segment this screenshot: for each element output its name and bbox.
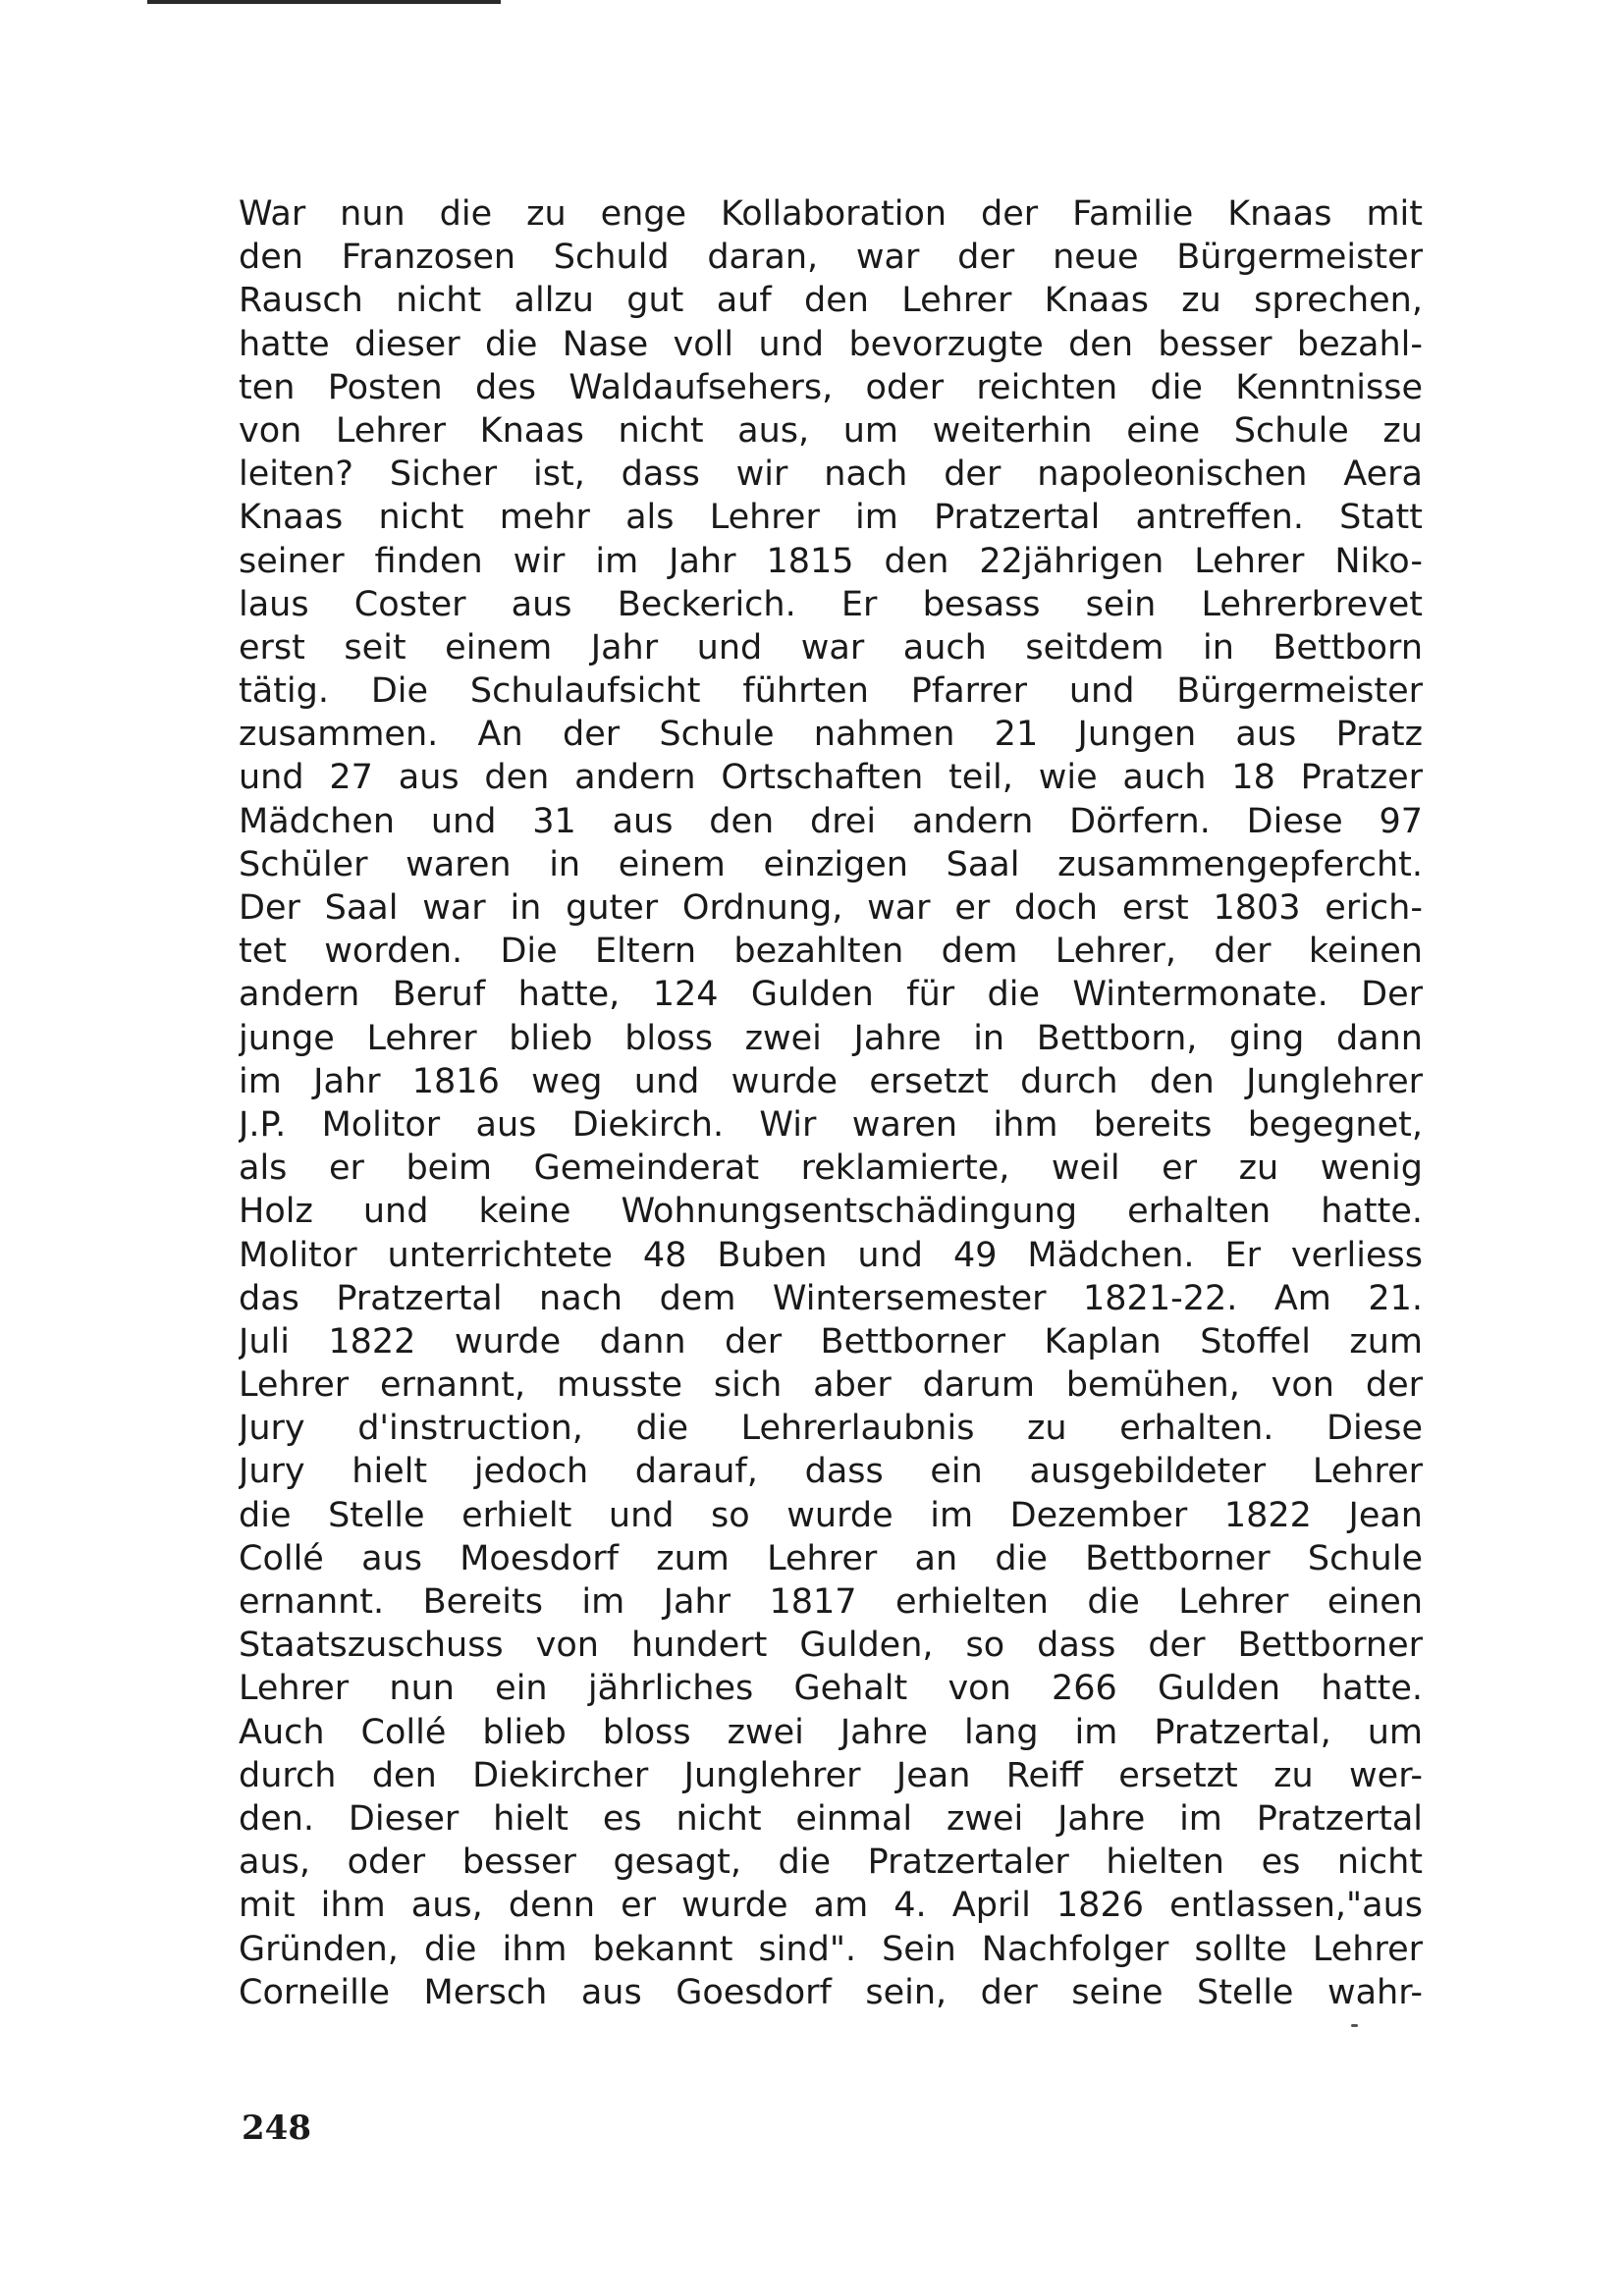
text-line: laus Coster aus Beckerich. Er besass sein Lehrerbrevet bbox=[239, 584, 1423, 624]
text-line: zusammen. An der Schule nahmen 21 Jungen aus Pratz bbox=[239, 715, 1423, 755]
text-line: durch den Diekircher Junglehrer Jean Reiff ersetzt zu wer- bbox=[239, 1755, 1423, 1795]
text-line: ernannt. Bereits im Jahr 1817 erhielten die Lehrer einen bbox=[239, 1582, 1423, 1622]
text-line: von Lehrer Knaas nicht aus, um weiterhin eine Schule zu bbox=[239, 410, 1423, 451]
text-line: und 27 aus den andern Ortschaften teil, wie auch 18 Pratzer bbox=[239, 758, 1423, 798]
text-line: Schüler waren in einem einzigen Saal zusammengepfercht. bbox=[239, 844, 1423, 884]
text-line: Gründen, die ihm bekannt sind". Sein Nachfolger sollte Lehrer bbox=[239, 1929, 1423, 1969]
text-line: Auch Collé blieb bloss zwei Jahre lang im Pratzertal, um bbox=[239, 1712, 1423, 1752]
text-line: hatte dieser die Nase voll und bevorzugte den besser bezahl- bbox=[239, 324, 1423, 364]
text-line: Der Saal war in guter Ordnung, war er doch erst 1803 erich- bbox=[239, 888, 1423, 928]
text-line: den Franzosen Schuld daran, war der neue Bürgermeister bbox=[239, 238, 1423, 278]
scan-speck bbox=[1351, 2024, 1358, 2027]
text-line: erst seit einem Jahr und war auch seitdem in Bettborn bbox=[239, 627, 1423, 667]
text-line: War nun die zu enge Kollaboration der Familie Knaas mit bbox=[239, 194, 1423, 234]
page-number: 248 bbox=[242, 2109, 311, 2148]
text-line: als er beim Gemeinderat reklamierte, weil er zu wenig bbox=[239, 1148, 1423, 1189]
text-line: Jury d'instruction, die Lehrerlaubnis zu erhalten. Diese bbox=[239, 1409, 1423, 1449]
text-line: junge Lehrer blieb bloss zwei Jahre in Bettborn, ging dann bbox=[239, 1018, 1423, 1058]
text-line: Lehrer nun ein jährliches Gehalt von 266 Gulden hatte. bbox=[239, 1669, 1423, 1709]
text-line: Collé aus Moesdorf zum Lehrer an die Bettborner Schule bbox=[239, 1538, 1423, 1578]
text-line: Corneille Mersch aus Goesdorf sein, der seine Stelle wahr- bbox=[239, 1972, 1423, 2012]
top-rule bbox=[147, 0, 501, 4]
body-text bbox=[239, 192, 1423, 2014]
text-line: Rausch nicht allzu gut auf den Lehrer Knaas zu sprechen, bbox=[239, 281, 1423, 321]
text-line: tet worden. Die Eltern bezahlten dem Lehrer, der keinen bbox=[239, 932, 1423, 972]
text-line: Lehrer ernannt, musste sich aber darum bemühen, von der bbox=[239, 1365, 1423, 1406]
text-line: tätig. Die Schulaufsicht führten Pfarrer und Bürgermeister bbox=[239, 671, 1423, 712]
text-line: im Jahr 1816 weg und wurde ersetzt durch den Junglehrer bbox=[239, 1061, 1423, 1101]
text-line: das Pratzertal nach dem Wintersemester 1821-22. Am 21. bbox=[239, 1278, 1423, 1318]
text-line: Staatszuschuss von hundert Gulden, so dass der Bettborner bbox=[239, 1626, 1423, 1666]
text-line: Knaas nicht mehr als Lehrer im Pratzertal antreffen. Statt bbox=[239, 498, 1423, 538]
text-line: andern Beruf hatte, 124 Gulden für die Wintermonate. Der bbox=[239, 975, 1423, 1015]
text-line: Juli 1822 wurde dann der Bettborner Kaplan Stoffel zum bbox=[239, 1321, 1423, 1362]
text-line: mit ihm aus, denn er wurde am 4. April 1826 entlassen,"aus bbox=[239, 1886, 1423, 1926]
text-line: den. Dieser hielt es nicht einmal zwei Jahre im Pratzertal bbox=[239, 1798, 1423, 1839]
text-line: Mädchen und 31 aus den drei andern Dörfern. Diese 97 bbox=[239, 801, 1423, 841]
text-line: Jury hielt jedoch darauf, dass ein ausgebildeter Lehrer bbox=[239, 1452, 1423, 1492]
text-line: Molitor unterrichtete 48 Buben und 49 Mädchen. Er verliess bbox=[239, 1235, 1423, 1275]
text-line: die Stelle erhielt und so wurde im Dezember 1822 Jean bbox=[239, 1495, 1423, 1535]
text-line: J.P. Molitor aus Diekirch. Wir waren ihm bereits begegnet, bbox=[239, 1104, 1423, 1145]
text-line: Holz und keine Wohnungsentschädingung erhalten hatte. bbox=[239, 1192, 1423, 1232]
text-line: leiten? Sicher ist, dass wir nach der napoleonischen Aera bbox=[239, 454, 1423, 495]
text-line: seiner finden wir im Jahr 1815 den 22jährigen Lehrer Niko- bbox=[239, 541, 1423, 581]
text-line: ten Posten des Waldaufsehers, oder reichten die Kenntnisse bbox=[239, 367, 1423, 407]
text-line: aus, oder besser gesagt, die Pratzertaler hielten es nicht bbox=[239, 1842, 1423, 1883]
